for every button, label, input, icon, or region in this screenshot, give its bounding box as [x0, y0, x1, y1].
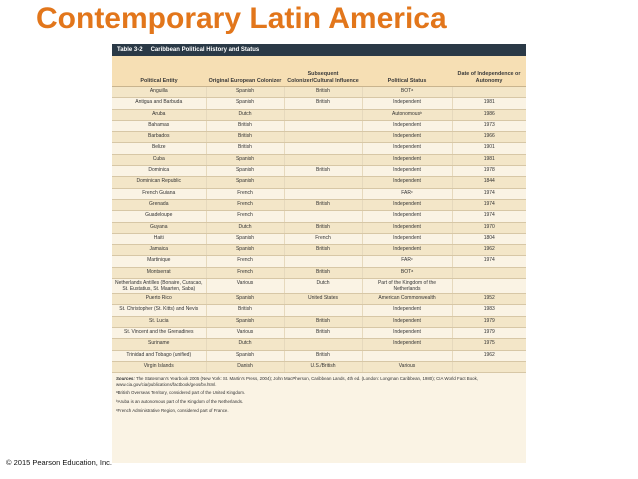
table-figure — [112, 44, 526, 463]
cell-political-entity: Aruba — [112, 109, 206, 120]
cell-subsequent-colonizer — [284, 109, 362, 120]
cell-political-entity: Puerto Rico — [112, 294, 206, 305]
cell-independence-date: 1981 — [452, 154, 526, 165]
table-row — [112, 166, 526, 177]
cell-independence-date: 1966 — [452, 132, 526, 143]
cell-political-entity: Guadeloupe — [112, 211, 206, 222]
table-row — [112, 350, 526, 361]
cell-political-status: Independent — [362, 305, 452, 316]
header-independence-date: Date of Independence or Autonomy — [452, 56, 526, 87]
cell-original-colonizer: French — [206, 199, 284, 210]
cell-original-colonizer: Spanish — [206, 294, 284, 305]
cell-original-colonizer: Dutch — [206, 339, 284, 350]
table-row — [112, 233, 526, 244]
cell-political-status: BOTᵃ — [362, 87, 452, 98]
cell-political-status: Independent — [362, 316, 452, 327]
cell-political-status: Independent — [362, 143, 452, 154]
table-row — [112, 339, 526, 350]
cell-original-colonizer: Spanish — [206, 98, 284, 109]
cell-political-entity: Barbados — [112, 132, 206, 143]
cell-independence-date — [452, 361, 526, 372]
cell-independence-date: 1804 — [452, 233, 526, 244]
cell-subsequent-colonizer — [284, 211, 362, 222]
cell-political-status: BOTᵃ — [362, 267, 452, 278]
table-row — [112, 222, 526, 233]
cell-independence-date: 1979 — [452, 316, 526, 327]
cell-political-status: Independent — [362, 120, 452, 131]
cell-independence-date: 1974 — [452, 188, 526, 199]
cell-political-entity: Haiti — [112, 233, 206, 244]
cell-subsequent-colonizer — [284, 177, 362, 188]
cell-political-entity: St. Vincent and the Grenadines — [112, 327, 206, 338]
cell-original-colonizer: Danish — [206, 361, 284, 372]
cell-subsequent-colonizer — [284, 188, 362, 199]
footnote-a: ᵃBritish Overseas Territory, considered part of the United Kingdom. — [116, 390, 246, 396]
table-row — [112, 361, 526, 372]
cell-subsequent-colonizer: Dutch — [284, 279, 362, 294]
cell-subsequent-colonizer — [284, 143, 362, 154]
table-row — [112, 327, 526, 338]
cell-political-entity: Dominica — [112, 166, 206, 177]
cell-political-entity: Suriname — [112, 339, 206, 350]
cell-political-status — [362, 350, 452, 361]
cell-political-status: Independent — [362, 222, 452, 233]
cell-subsequent-colonizer: British — [284, 199, 362, 210]
cell-original-colonizer: French — [206, 256, 284, 267]
table-caption-bar — [112, 44, 526, 56]
cell-original-colonizer: Dutch — [206, 222, 284, 233]
cell-political-entity: St. Christopher (St. Kitts) and Nevis — [112, 305, 206, 316]
header-original-colonizer: Original European Colonizer — [206, 56, 284, 87]
table-row — [112, 154, 526, 165]
cell-subsequent-colonizer — [284, 120, 362, 131]
table-row — [112, 87, 526, 98]
cell-political-entity: Montserrat — [112, 267, 206, 278]
cell-subsequent-colonizer: British — [284, 350, 362, 361]
sources-label: Sources: — [116, 376, 135, 382]
table-caption: Caribbean Political History and Status — [150, 47, 260, 53]
cell-subsequent-colonizer: U.S./British — [284, 361, 362, 372]
header-political-status: Political Status — [362, 56, 452, 87]
cell-political-status: FARᶜ — [362, 188, 452, 199]
table-row — [112, 294, 526, 305]
cell-original-colonizer: French — [206, 188, 284, 199]
cell-political-status: Autonomousᵇ — [362, 109, 452, 120]
cell-political-entity: Netherlands Antilles (Bonaire, Curacao, St. Eustatius, St. Maarten, Saba) — [112, 279, 206, 294]
table-row — [112, 132, 526, 143]
cell-political-status: Independent — [362, 177, 452, 188]
cell-original-colonizer: Spanish — [206, 316, 284, 327]
cell-political-status: Independent — [362, 98, 452, 109]
cell-political-status: Independent — [362, 233, 452, 244]
cell-independence-date: 1975 — [452, 339, 526, 350]
table-row — [112, 120, 526, 131]
cell-original-colonizer: British — [206, 120, 284, 131]
cell-political-status: Independent — [362, 199, 452, 210]
table-row — [112, 98, 526, 109]
cell-subsequent-colonizer — [284, 132, 362, 143]
cell-original-colonizer: Dutch — [206, 109, 284, 120]
cell-political-status: Part of the Kingdom of the Netherlands — [362, 279, 452, 294]
cell-subsequent-colonizer — [284, 305, 362, 316]
cell-independence-date: 1901 — [452, 143, 526, 154]
table-row — [112, 143, 526, 154]
cell-original-colonizer: Various — [206, 327, 284, 338]
cell-independence-date: 1983 — [452, 305, 526, 316]
cell-political-entity: St. Lucia — [112, 316, 206, 327]
cell-independence-date: 1974 — [452, 256, 526, 267]
footnote-b: ᵇAruba is an autonomous part of the Kingdom of the Netherlands. — [116, 398, 244, 404]
cell-independence-date: 1974 — [452, 199, 526, 210]
table-row — [112, 305, 526, 316]
cell-subsequent-colonizer: British — [284, 267, 362, 278]
cell-political-entity: Belize — [112, 143, 206, 154]
cell-political-status: FARᶜ — [362, 256, 452, 267]
cell-political-entity: Virgin Islands — [112, 361, 206, 372]
cell-political-entity: Bahamas — [112, 120, 206, 131]
table-row — [112, 267, 526, 278]
table-notes — [112, 373, 526, 413]
cell-political-entity: Antigua and Barbuda — [112, 98, 206, 109]
cell-independence-date: 1986 — [452, 109, 526, 120]
cell-original-colonizer: Spanish — [206, 154, 284, 165]
cell-independence-date: 1970 — [452, 222, 526, 233]
cell-subsequent-colonizer: British — [284, 98, 362, 109]
cell-original-colonizer: British — [206, 132, 284, 143]
cell-subsequent-colonizer — [284, 154, 362, 165]
table-row — [112, 256, 526, 267]
cell-political-entity: Martinique — [112, 256, 206, 267]
cell-political-entity: Guyana — [112, 222, 206, 233]
table-row — [112, 109, 526, 120]
table-header-row — [112, 56, 526, 87]
cell-political-status: Various — [362, 361, 452, 372]
cell-political-status: Independent — [362, 327, 452, 338]
cell-political-status: Independent — [362, 166, 452, 177]
table-number: Table 3-2 — [117, 47, 143, 53]
cell-subsequent-colonizer: British — [284, 166, 362, 177]
table-row — [112, 316, 526, 327]
cell-political-status: American Commonwealth — [362, 294, 452, 305]
cell-independence-date: 1973 — [452, 120, 526, 131]
cell-subsequent-colonizer: British — [284, 316, 362, 327]
cell-independence-date: 1952 — [452, 294, 526, 305]
cell-political-status: Independent — [362, 339, 452, 350]
table-row — [112, 199, 526, 210]
cell-independence-date: 1979 — [452, 327, 526, 338]
header-political-entity: Political Entity — [112, 56, 206, 87]
cell-original-colonizer: Various — [206, 279, 284, 294]
slide-title: Contemporary Latin America — [36, 2, 447, 35]
cell-political-status: Independent — [362, 211, 452, 222]
cell-independence-date: 1962 — [452, 350, 526, 361]
caribbean-status-table — [112, 56, 526, 373]
cell-original-colonizer: British — [206, 143, 284, 154]
cell-independence-date — [452, 279, 526, 294]
cell-original-colonizer: Spanish — [206, 177, 284, 188]
cell-political-entity: Trinidad and Tobago (unified) — [112, 350, 206, 361]
table-body — [112, 87, 526, 373]
cell-original-colonizer: Spanish — [206, 166, 284, 177]
sources-text: The Statesman's Yearbook 2005 (New York: St. Martin's Press, 2004); John MacPherson, Caribbean Lands, 4th ed. (London: Longman Caribbean, 1980); CIA World Fact Book, www.cia.gov/cia/publications/factbook/geos/bv.html. — [116, 376, 479, 387]
cell-subsequent-colonizer: British — [284, 222, 362, 233]
cell-original-colonizer: Spanish — [206, 245, 284, 256]
table-row — [112, 188, 526, 199]
cell-independence-date: 1981 — [452, 98, 526, 109]
cell-subsequent-colonizer: United States — [284, 294, 362, 305]
copyright-notice: © 2015 Pearson Education, Inc. — [6, 458, 113, 467]
cell-independence-date: 1974 — [452, 211, 526, 222]
cell-subsequent-colonizer: British — [284, 87, 362, 98]
table-row — [112, 177, 526, 188]
cell-political-entity: Grenada — [112, 199, 206, 210]
footnote-c: ᶜFrench Administrative Region, considered part of France. — [116, 407, 229, 413]
cell-political-entity: Anguilla — [112, 87, 206, 98]
cell-independence-date: 1962 — [452, 245, 526, 256]
cell-subsequent-colonizer: French — [284, 233, 362, 244]
cell-original-colonizer: French — [206, 211, 284, 222]
table-row — [112, 245, 526, 256]
cell-political-entity: French Guiana — [112, 188, 206, 199]
cell-independence-date — [452, 267, 526, 278]
cell-independence-date — [452, 87, 526, 98]
cell-political-status: Independent — [362, 245, 452, 256]
cell-original-colonizer: Spanish — [206, 350, 284, 361]
cell-original-colonizer: Spanish — [206, 233, 284, 244]
table-row — [112, 279, 526, 294]
cell-subsequent-colonizer — [284, 256, 362, 267]
table-row — [112, 211, 526, 222]
cell-political-status: Independent — [362, 132, 452, 143]
cell-subsequent-colonizer — [284, 339, 362, 350]
cell-original-colonizer: British — [206, 305, 284, 316]
cell-subsequent-colonizer: British — [284, 327, 362, 338]
cell-political-entity: Cuba — [112, 154, 206, 165]
cell-subsequent-colonizer: British — [284, 245, 362, 256]
header-subsequent-colonizer: Subsequent Colonizer/Cultural Influence — [284, 56, 362, 87]
cell-original-colonizer: French — [206, 267, 284, 278]
sources-note — [116, 376, 522, 387]
cell-independence-date: 1844 — [452, 177, 526, 188]
cell-political-entity: Jamaica — [112, 245, 206, 256]
cell-independence-date: 1978 — [452, 166, 526, 177]
cell-political-entity: Dominican Republic — [112, 177, 206, 188]
cell-political-status: Independent — [362, 154, 452, 165]
cell-original-colonizer: Spanish — [206, 87, 284, 98]
